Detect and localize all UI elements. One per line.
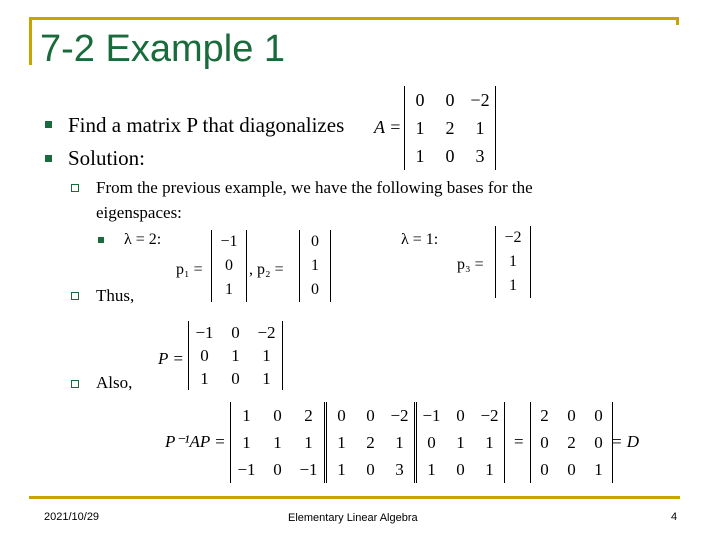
matrix-cell: 1 — [273, 432, 282, 452]
matrix-d — [530, 402, 613, 483]
matrix-cell: −1 — [195, 322, 214, 342]
matrix-cell: 2 — [304, 405, 313, 425]
matrix-p-label: P = — [158, 349, 184, 368]
matrix-cell: 0 — [456, 459, 465, 479]
sub-bullet-hollow-icon — [71, 292, 79, 300]
matrix-cell: 1 — [262, 345, 271, 365]
matrix-a-label: A = — [374, 117, 402, 137]
matrix-cell: 1 — [485, 459, 494, 479]
footer-course: Elementary Linear Algebra — [288, 512, 418, 524]
matrix-cell: 1 — [415, 145, 425, 166]
matrix-cell: 0 — [337, 405, 346, 425]
bullet-solution: Solution: — [68, 146, 146, 170]
matrix-cell: 1 — [231, 345, 240, 365]
equals-d: = D — [611, 432, 639, 451]
matrix-cell: 0 — [594, 405, 603, 425]
matrix-cell: 0 — [366, 459, 375, 479]
matrix-cell: 0 — [200, 345, 209, 365]
matrix-cell: 0 — [273, 459, 282, 479]
matrix-cell: 1 — [337, 432, 346, 452]
footer-date: 2021/10/29 — [44, 511, 100, 523]
matrix-cell: −1 — [237, 459, 256, 479]
bullet-find-matrix: Find a matrix P that diagonalizes — [68, 113, 345, 137]
matrix-cell: 0 — [231, 322, 240, 342]
matrix-cell: 0 — [594, 432, 603, 452]
matrix-cell: 0 — [456, 405, 465, 425]
matrix-p — [188, 321, 283, 390]
matrix-cell: 1 — [225, 281, 233, 298]
sub-bullet-hollow-icon — [71, 380, 79, 388]
matrix-cell: 0 — [225, 257, 233, 274]
p1-label: p₁ = — [176, 261, 203, 278]
matrix-cell: 0 — [445, 145, 455, 166]
vector-p2 — [299, 230, 331, 302]
matrix-cell: 1 — [304, 432, 313, 452]
lambda-2-label: λ = 2: — [124, 231, 162, 248]
matrix-cell: 0 — [231, 368, 240, 388]
p2-label: , p₂ = — [249, 261, 284, 278]
matrix-cell: −2 — [480, 405, 499, 425]
matrix-cell: 3 — [395, 459, 404, 479]
left-rule — [29, 17, 32, 65]
p3-label: p₃ = — [457, 256, 484, 273]
matrix-cell: 1 — [485, 432, 494, 452]
matrix-cell: 0 — [311, 281, 319, 298]
matrix-cell: −2 — [257, 322, 276, 342]
matrix-cell: 0 — [540, 432, 549, 452]
matrix-cell: −2 — [504, 229, 522, 246]
matrix-cell: 1 — [242, 405, 251, 425]
matrix-cell: −1 — [220, 233, 238, 250]
matrix-a-second — [326, 402, 415, 483]
lambda-1-label: λ = 1: — [401, 231, 439, 248]
bullet-square-icon — [45, 155, 52, 162]
matrix-cell: 0 — [311, 233, 319, 250]
matrix-cell: 0 — [567, 459, 576, 479]
matrix-cell: 1 — [415, 117, 425, 138]
matrix-cell: 1 — [262, 368, 271, 388]
matrix-cell: 1 — [337, 459, 346, 479]
matrix-cell: −2 — [390, 405, 409, 425]
sub-bullet-previous-line2: eigenspaces: — [96, 203, 182, 222]
matrix-cell: 1 — [311, 257, 319, 274]
also-text: Also, — [96, 373, 133, 392]
matrix-cell: 2 — [540, 405, 549, 425]
matrix-cell: −1 — [299, 459, 318, 479]
matrix-cell: 1 — [242, 432, 251, 452]
equals-sign: = — [514, 432, 524, 451]
bullet-square-icon — [98, 237, 104, 243]
matrix-cell: 1 — [456, 432, 465, 452]
matrix-cell: 0 — [415, 89, 425, 110]
matrix-cell: 2 — [445, 117, 455, 138]
matrix-cell: 1 — [594, 459, 603, 479]
bottom-rule — [29, 496, 680, 499]
matrix-a — [404, 86, 496, 170]
matrix-cell: 3 — [475, 145, 485, 166]
right-rule-tick — [676, 17, 679, 25]
matrix-cell: 1 — [427, 459, 436, 479]
sub-bullet-previous-line1: From the previous example, we have the following bases for the — [96, 178, 533, 197]
sub-bullet-hollow-icon — [71, 184, 79, 192]
matrix-cell: 1 — [475, 117, 485, 138]
matrix-cell: 0 — [273, 405, 282, 425]
matrix-cell: 0 — [427, 432, 436, 452]
matrix-cell: 2 — [366, 432, 375, 452]
matrix-p-inverse — [230, 402, 325, 483]
matrix-cell: 1 — [509, 253, 517, 270]
vector-p3 — [495, 226, 531, 298]
matrix-cell: 0 — [366, 405, 375, 425]
matrix-cell: −2 — [470, 89, 490, 110]
thus-text: Thus, — [96, 286, 135, 305]
matrix-cell: 0 — [567, 405, 576, 425]
vector-p1 — [211, 230, 247, 302]
pinv-ap-label: P⁻¹AP = — [165, 432, 226, 451]
top-rule — [29, 17, 678, 20]
matrix-cell: 1 — [395, 432, 404, 452]
matrix-cell: −1 — [422, 405, 441, 425]
matrix-cell: 0 — [445, 89, 455, 110]
slide-title: 7-2 Example 1 — [40, 28, 286, 70]
matrix-cell: 0 — [540, 459, 549, 479]
matrix-cell: 2 — [567, 432, 576, 452]
matrix-p-second — [416, 402, 505, 483]
matrix-cell: 1 — [200, 368, 209, 388]
bullet-square-icon — [45, 121, 52, 128]
matrix-cell: 1 — [509, 277, 517, 294]
footer-page-number: 4 — [671, 511, 678, 523]
